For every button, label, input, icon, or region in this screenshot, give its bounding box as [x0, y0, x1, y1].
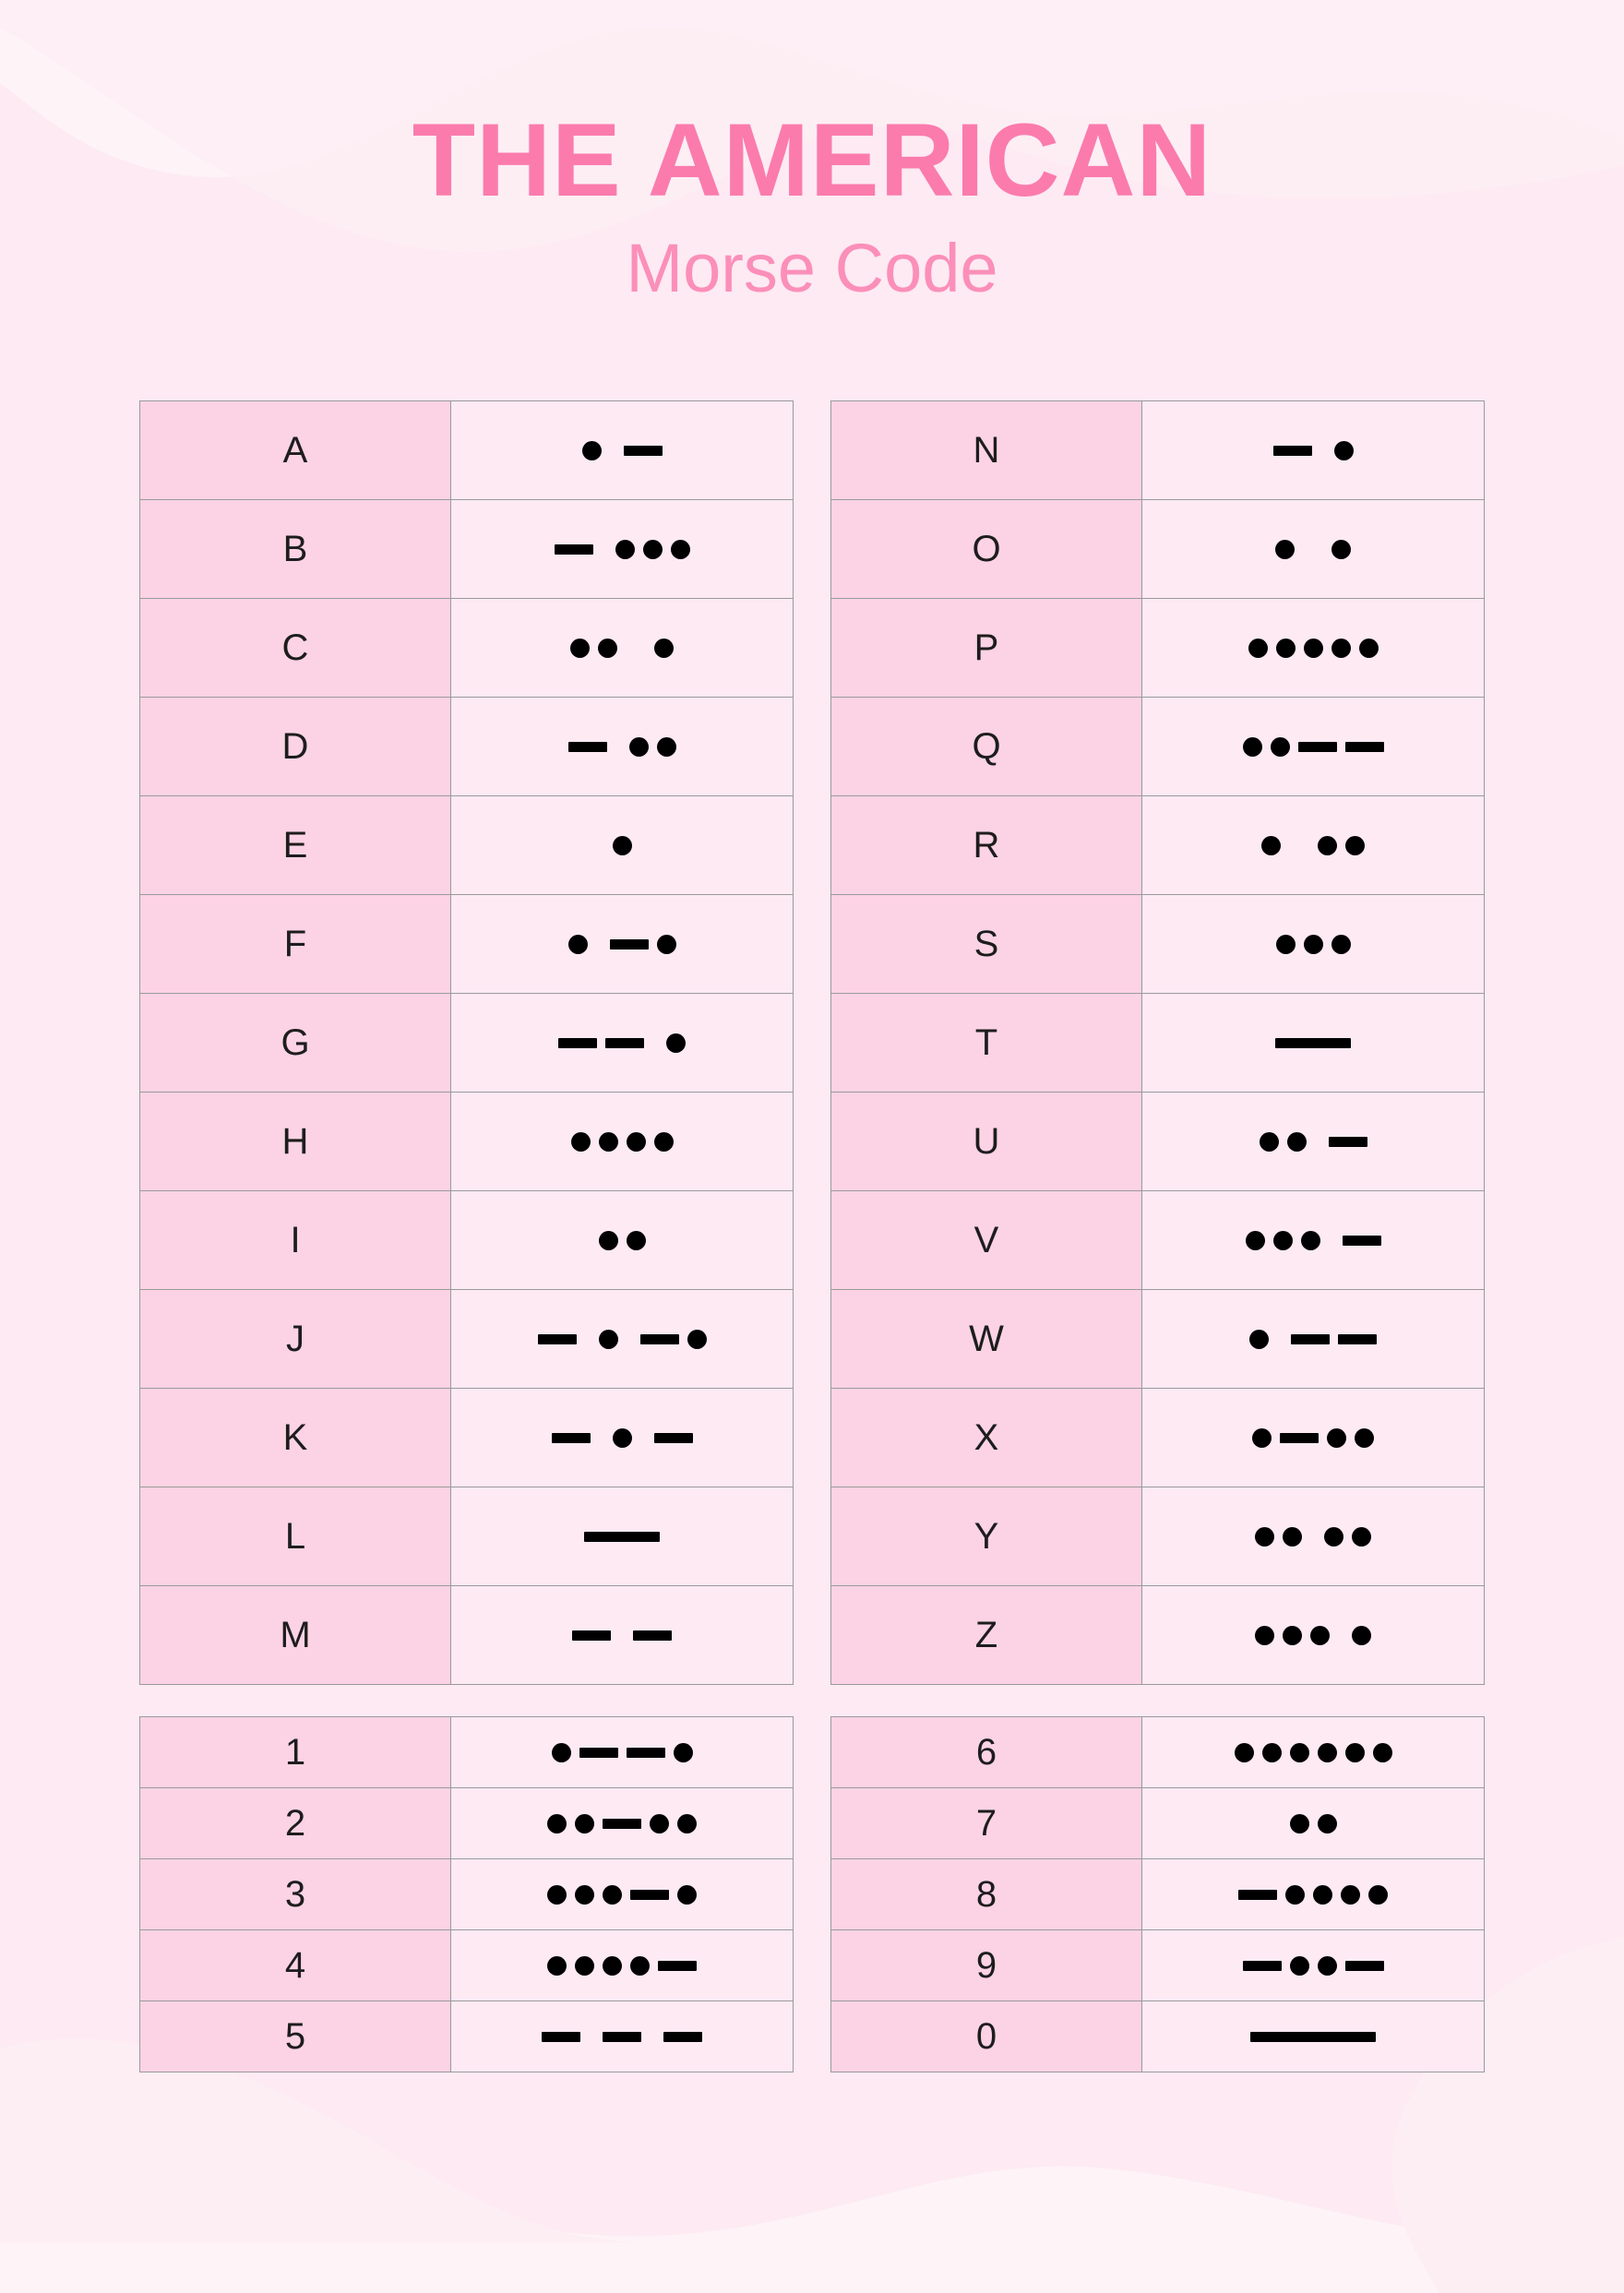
dash-symbol — [1291, 1334, 1330, 1344]
character-cell: F — [140, 895, 451, 994]
table-row — [140, 401, 794, 500]
dot-symbol — [1235, 1743, 1254, 1762]
dash-symbol — [603, 2032, 641, 2042]
dot-symbol — [687, 1330, 707, 1349]
dot-symbol — [547, 1885, 567, 1905]
morse-code-cell — [451, 1859, 794, 1930]
morse-code-cell — [1142, 1586, 1485, 1685]
morse-code-cell — [1142, 1290, 1485, 1389]
character-cell: 1 — [140, 1717, 451, 1788]
dot-symbol — [671, 540, 690, 559]
dot-symbol — [599, 1231, 618, 1250]
dot-symbol — [1260, 1132, 1279, 1152]
character-cell: D — [140, 698, 451, 796]
dot-symbol — [1327, 1428, 1346, 1448]
morse-code-cell — [1142, 796, 1485, 895]
dot-symbol — [1318, 1743, 1337, 1762]
dot-symbol — [599, 1132, 618, 1152]
morse-code-cell — [1142, 1389, 1485, 1487]
character-cell: Y — [831, 1487, 1142, 1586]
dot-symbol — [657, 737, 676, 757]
morse-code-cell — [1142, 1093, 1485, 1191]
morse-symbol-group — [1159, 500, 1467, 598]
table-row — [831, 1290, 1485, 1389]
morse-code-cell — [1142, 1717, 1485, 1788]
morse-code-cell — [451, 1487, 794, 1586]
table-row — [140, 1717, 794, 1788]
character-cell: A — [140, 401, 451, 500]
morse-symbol-group — [468, 1389, 776, 1487]
morse-symbol-group — [468, 895, 776, 993]
morse-symbol-group — [1159, 1930, 1467, 2000]
morse-symbol-group — [468, 599, 776, 697]
dash-symbol — [552, 1433, 591, 1443]
morse-symbol-group — [468, 2001, 776, 2072]
dash-symbol — [633, 1630, 672, 1641]
dot-symbol — [603, 1956, 622, 1976]
morse-code-cell — [1142, 895, 1485, 994]
dot-symbol — [657, 935, 676, 954]
dash-symbol — [1345, 742, 1384, 752]
morse-symbol-group — [468, 994, 776, 1092]
dot-symbol — [674, 1743, 693, 1762]
dot-symbol — [1290, 1814, 1309, 1833]
dot-symbol — [1273, 1231, 1293, 1250]
dot-symbol — [1275, 540, 1295, 559]
numbers-table-right — [830, 1716, 1485, 2072]
table-row — [140, 1191, 794, 1290]
table-row — [140, 1788, 794, 1859]
morse-code-cell — [451, 599, 794, 698]
character-cell: 7 — [831, 1788, 1142, 1859]
character-cell: G — [140, 994, 451, 1093]
morse-code-cell — [1142, 500, 1485, 599]
character-cell: 9 — [831, 1930, 1142, 2001]
dot-symbol — [1368, 1885, 1388, 1905]
dot-symbol — [582, 441, 602, 460]
character-cell: 3 — [140, 1859, 451, 1930]
table-row — [831, 1717, 1485, 1788]
character-cell: B — [140, 500, 451, 599]
character-cell: 5 — [140, 2001, 451, 2072]
table-row — [831, 401, 1485, 500]
poster-header — [0, 0, 1624, 306]
dash-symbol — [555, 544, 593, 555]
dash-symbol — [610, 939, 649, 949]
morse-symbol-group — [468, 1788, 776, 1858]
dash-symbol — [627, 1748, 665, 1758]
table-row — [140, 2001, 794, 2072]
morse-code-cell — [451, 895, 794, 994]
dot-symbol — [575, 1814, 594, 1833]
morse-code-cell — [1142, 2001, 1485, 2072]
dash-symbol — [1338, 1334, 1377, 1344]
morse-code-cell — [451, 796, 794, 895]
dash-symbol — [558, 1038, 597, 1048]
morse-code-cell — [451, 1930, 794, 2001]
table-row — [831, 1093, 1485, 1191]
dash-symbol — [538, 1334, 577, 1344]
morse-symbol-group — [1159, 1788, 1467, 1858]
morse-symbol-group — [468, 1191, 776, 1289]
dot-symbol — [654, 639, 674, 658]
dash-symbol — [640, 1334, 679, 1344]
table-row — [831, 599, 1485, 698]
table-row — [140, 698, 794, 796]
morse-symbol-group — [1159, 1586, 1467, 1684]
dot-symbol — [599, 1330, 618, 1349]
morse-symbol-group — [468, 1930, 776, 2000]
dash-symbol — [654, 1433, 693, 1443]
dash-symbol — [630, 1890, 669, 1900]
dot-symbol — [1345, 1743, 1365, 1762]
morse-code-cell — [1142, 1859, 1485, 1930]
dot-symbol — [1255, 1626, 1274, 1645]
character-cell: J — [140, 1290, 451, 1389]
character-cell: S — [831, 895, 1142, 994]
character-cell: O — [831, 500, 1142, 599]
character-cell: T — [831, 994, 1142, 1093]
table-row — [831, 2001, 1485, 2072]
dot-symbol — [1318, 1956, 1337, 1976]
dot-symbol — [627, 1231, 646, 1250]
morse-code-cell — [1142, 1487, 1485, 1586]
character-cell: 2 — [140, 1788, 451, 1859]
character-cell: R — [831, 796, 1142, 895]
dot-symbol — [1243, 737, 1262, 757]
dot-symbol — [1290, 1956, 1309, 1976]
dot-symbol — [1255, 1527, 1274, 1547]
dot-symbol — [571, 1132, 591, 1152]
morse-symbol-group — [468, 1859, 776, 1929]
dot-symbol — [575, 1885, 594, 1905]
dot-symbol — [598, 639, 617, 658]
dash-symbol — [663, 2032, 702, 2042]
long-dash-symbol — [1275, 1038, 1351, 1048]
dash-symbol — [624, 446, 663, 456]
morse-code-cell — [451, 1093, 794, 1191]
character-cell: H — [140, 1093, 451, 1191]
letters-right-body — [831, 401, 1485, 1685]
table-row — [831, 500, 1485, 599]
character-cell: X — [831, 1389, 1142, 1487]
morse-code-cell — [1142, 1191, 1485, 1290]
morse-symbol-group — [468, 1586, 776, 1684]
dot-symbol — [1341, 1885, 1360, 1905]
dot-symbol — [1252, 1428, 1272, 1448]
morse-symbol-group — [468, 401, 776, 499]
dot-symbol — [1283, 1626, 1302, 1645]
dot-symbol — [615, 540, 635, 559]
character-cell: I — [140, 1191, 451, 1290]
character-cell: 8 — [831, 1859, 1142, 1930]
table-row — [831, 895, 1485, 994]
morse-symbol-group — [1159, 698, 1467, 795]
morse-code-cell — [451, 1586, 794, 1685]
dot-symbol — [575, 1956, 594, 1976]
dot-symbol — [568, 935, 588, 954]
dot-symbol — [1262, 1743, 1282, 1762]
morse-symbol-group — [468, 796, 776, 894]
character-cell: Q — [831, 698, 1142, 796]
dot-symbol — [1301, 1231, 1320, 1250]
table-row — [831, 1930, 1485, 2001]
dot-symbol — [1304, 639, 1323, 658]
numbers-tables-row — [0, 1716, 1624, 2072]
table-row — [831, 1788, 1485, 1859]
character-cell: M — [140, 1586, 451, 1685]
table-row — [140, 1093, 794, 1191]
table-row — [140, 1859, 794, 1930]
character-cell: L — [140, 1487, 451, 1586]
character-cell: K — [140, 1389, 451, 1487]
table-row — [140, 1487, 794, 1586]
dot-symbol — [547, 1956, 567, 1976]
morse-code-cell — [451, 1290, 794, 1389]
dot-symbol — [1345, 836, 1365, 855]
dot-symbol — [1287, 1132, 1307, 1152]
morse-code-cell — [1142, 401, 1485, 500]
dot-symbol — [552, 1743, 571, 1762]
morse-symbol-group — [1159, 1290, 1467, 1388]
morse-code-cell — [451, 1191, 794, 1290]
table-row — [140, 500, 794, 599]
dot-symbol — [613, 1428, 632, 1448]
dot-symbol — [1324, 1527, 1343, 1547]
morse-symbol-group — [468, 698, 776, 795]
character-cell: U — [831, 1093, 1142, 1191]
morse-code-cell — [451, 1717, 794, 1788]
dot-symbol — [613, 836, 632, 855]
morse-symbol-group — [468, 1290, 776, 1388]
dot-symbol — [666, 1033, 686, 1053]
dot-symbol — [1313, 1885, 1332, 1905]
dash-symbol — [572, 1630, 611, 1641]
dot-symbol — [1276, 639, 1296, 658]
dot-symbol — [1331, 540, 1351, 559]
letters-tables-row — [0, 400, 1624, 1685]
dash-symbol — [542, 2032, 580, 2042]
dot-symbol — [1352, 1626, 1371, 1645]
morse-code-cell — [1142, 994, 1485, 1093]
tables-container — [0, 400, 1624, 2072]
dot-symbol — [1271, 737, 1290, 757]
morse-code-cell — [451, 1788, 794, 1859]
dash-symbol — [1273, 446, 1312, 456]
morse-symbol-group — [1159, 1717, 1467, 1787]
dot-symbol — [650, 1814, 669, 1833]
morse-symbol-group — [1159, 895, 1467, 993]
table-row — [831, 1586, 1485, 1685]
morse-symbol-group — [1159, 1487, 1467, 1585]
dot-symbol — [629, 737, 649, 757]
morse-code-cell — [1142, 1788, 1485, 1859]
morse-symbol-group — [468, 1487, 776, 1585]
dash-symbol — [1280, 1433, 1319, 1443]
table-row — [140, 599, 794, 698]
morse-symbol-group — [1159, 599, 1467, 697]
dot-symbol — [1283, 1527, 1302, 1547]
morse-code-cell — [451, 500, 794, 599]
table-row — [140, 895, 794, 994]
character-cell: W — [831, 1290, 1142, 1389]
dot-symbol — [1331, 639, 1351, 658]
morse-symbol-group — [1159, 1093, 1467, 1190]
character-cell: P — [831, 599, 1142, 698]
table-row — [831, 994, 1485, 1093]
table-row — [140, 1389, 794, 1487]
table-row — [140, 1930, 794, 2001]
morse-code-cell — [451, 401, 794, 500]
dot-symbol — [677, 1814, 697, 1833]
dot-symbol — [1334, 441, 1354, 460]
table-row — [140, 796, 794, 895]
dot-symbol — [630, 1956, 650, 1976]
character-cell: C — [140, 599, 451, 698]
morse-symbol-group — [1159, 401, 1467, 499]
dot-symbol — [1352, 1527, 1371, 1547]
dot-symbol — [570, 639, 590, 658]
dot-symbol — [1261, 836, 1281, 855]
table-row — [831, 698, 1485, 796]
letters-left-body — [140, 401, 794, 1685]
table-row — [831, 1859, 1485, 1930]
extra-long-dash-symbol — [1250, 2032, 1376, 2042]
dot-symbol — [1249, 1330, 1269, 1349]
dot-symbol — [1355, 1428, 1374, 1448]
morse-code-cell — [451, 698, 794, 796]
dot-symbol — [1310, 1626, 1330, 1645]
dot-symbol — [1304, 935, 1323, 954]
morse-symbol-group — [468, 1093, 776, 1190]
morse-symbol-group — [468, 1717, 776, 1787]
table-row — [831, 1389, 1485, 1487]
character-cell: Z — [831, 1586, 1142, 1685]
character-cell: 4 — [140, 1930, 451, 2001]
dash-symbol — [1243, 1961, 1282, 1971]
long-dash-symbol — [584, 1532, 660, 1542]
dot-symbol — [1373, 1743, 1392, 1762]
dot-symbol — [1285, 1885, 1305, 1905]
numbers-table-left — [139, 1716, 794, 2072]
dash-symbol — [1343, 1236, 1381, 1246]
morse-code-cell — [1142, 599, 1485, 698]
dot-symbol — [1290, 1743, 1309, 1762]
dot-symbol — [1276, 935, 1296, 954]
dot-symbol — [1246, 1231, 1265, 1250]
numbers-right-body — [831, 1717, 1485, 2072]
morse-code-cell — [451, 1389, 794, 1487]
dash-symbol — [1298, 742, 1337, 752]
morse-symbol-group — [1159, 796, 1467, 894]
morse-symbol-group — [1159, 1389, 1467, 1487]
table-row — [140, 994, 794, 1093]
numbers-left-body — [140, 1717, 794, 2072]
page-title: THE AMERICAN — [412, 102, 1212, 218]
table-row — [140, 1586, 794, 1685]
table-row — [831, 796, 1485, 895]
dash-symbol — [568, 742, 607, 752]
morse-symbol-group — [1159, 2001, 1467, 2072]
dot-symbol — [547, 1814, 567, 1833]
dot-symbol — [1318, 1814, 1337, 1833]
dot-symbol — [677, 1885, 697, 1905]
dash-symbol — [1345, 1961, 1384, 1971]
morse-code-cell — [451, 2001, 794, 2072]
character-cell: 6 — [831, 1717, 1142, 1788]
dash-symbol — [1329, 1137, 1367, 1147]
character-cell: E — [140, 796, 451, 895]
dot-symbol — [1318, 836, 1337, 855]
character-cell: N — [831, 401, 1142, 500]
letters-table-left — [139, 400, 794, 1685]
character-cell: 0 — [831, 2001, 1142, 2072]
morse-symbol-group — [1159, 1859, 1467, 1929]
dash-symbol — [658, 1961, 697, 1971]
dot-symbol — [1331, 935, 1351, 954]
dot-symbol — [1359, 639, 1379, 658]
dot-symbol — [603, 1885, 622, 1905]
character-cell: V — [831, 1191, 1142, 1290]
dot-symbol — [654, 1132, 674, 1152]
page-subtitle: Morse Code — [626, 230, 998, 306]
morse-symbol-group — [468, 500, 776, 598]
dash-symbol — [605, 1038, 644, 1048]
letters-table-right — [830, 400, 1485, 1685]
morse-code-cell — [1142, 698, 1485, 796]
morse-code-cell — [1142, 1930, 1485, 2001]
dot-symbol — [627, 1132, 646, 1152]
morse-symbol-group — [1159, 994, 1467, 1092]
dot-symbol — [1248, 639, 1268, 658]
table-row — [831, 1191, 1485, 1290]
dot-symbol — [643, 540, 663, 559]
dash-symbol — [603, 1819, 641, 1829]
dash-symbol — [579, 1748, 618, 1758]
morse-code-cell — [451, 994, 794, 1093]
table-row — [140, 1290, 794, 1389]
dash-symbol — [1238, 1890, 1277, 1900]
table-row — [831, 1487, 1485, 1586]
morse-symbol-group — [1159, 1191, 1467, 1289]
